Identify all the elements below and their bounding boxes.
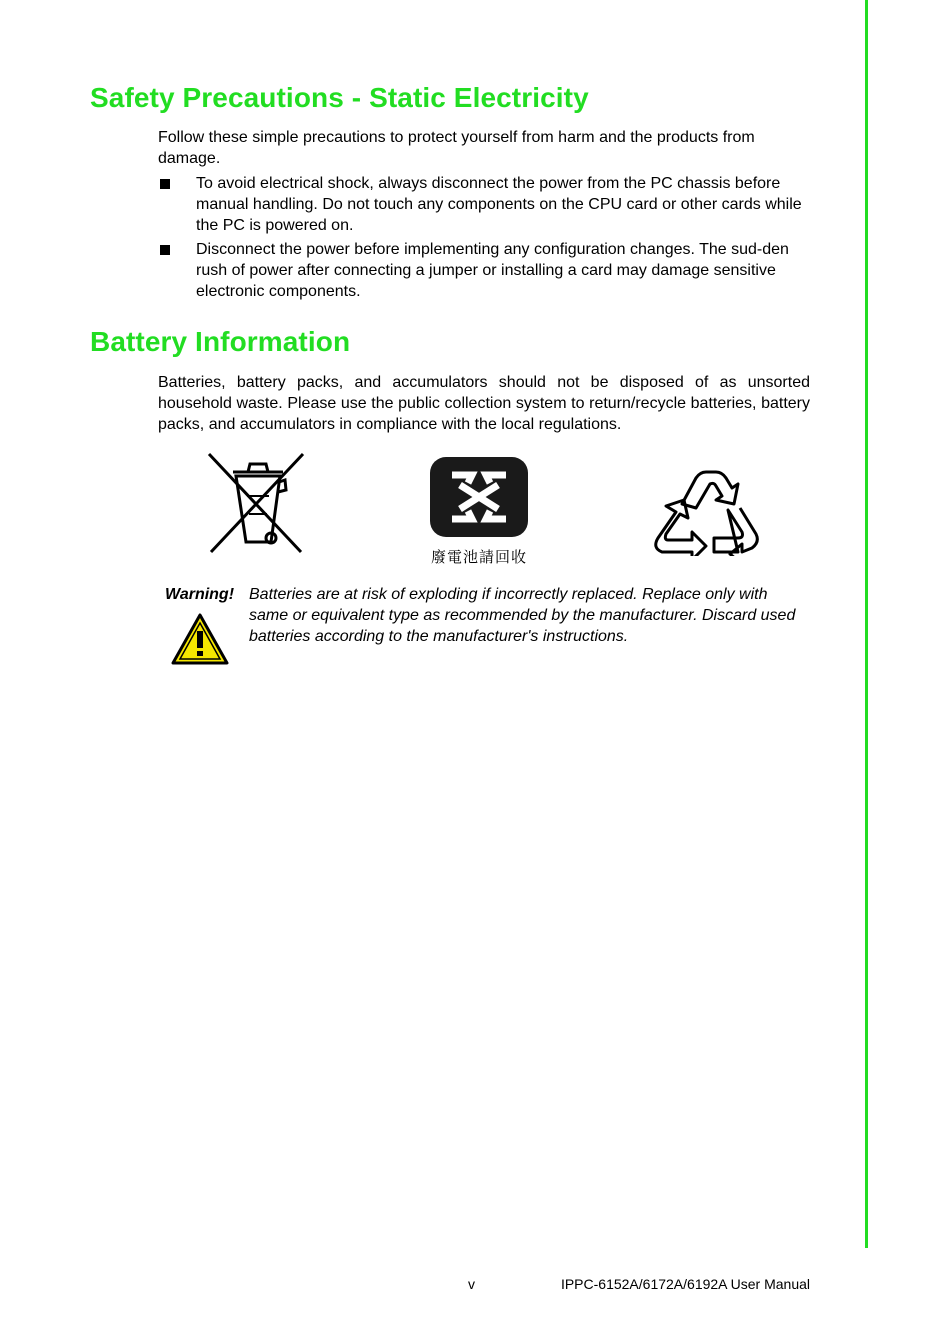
safety-bullet-item <box>158 240 810 302</box>
taiwan-recycle-caption: 廢電池請回收 <box>430 548 527 566</box>
battery-section-title: Battery Information <box>90 326 351 357</box>
footer-page-number: v <box>468 1276 475 1292</box>
safety-section-title: Safety Precautions - Static Electricity <box>90 82 589 113</box>
recycle-arrows-icon <box>646 468 766 556</box>
safety-bullet-item <box>158 174 810 236</box>
safety-bullet-text: Disconnect the power before implementing any configuration changes. The sud-den rush of power after connecting a jumper or installing a card may damage sensitive electronic components. <box>196 241 789 300</box>
safety-intro: Follow these simple precautions to protect yourself from harm and the products from damage. <box>158 129 755 167</box>
battery-paragraph: Batteries, battery packs, and accumulators should not be disposed of as unsorted household waste. Please use the public collection system to return/recycle batteries, battery packs, and accumulators in compliance with the local regulations. <box>158 374 810 433</box>
warning-text: Batteries are at risk of exploding if incorrectly replaced. Replace only with same or equivalent type as recommended by the manufacturer. Discard used batteries according to the manufacturer's instructions. <box>249 586 796 645</box>
warning-label: Warning! <box>165 586 235 603</box>
footer-manual-title: IPPC-6152A/6172A/6192A User Manual <box>560 1276 810 1292</box>
crossed-out-wheelie-bin-icon <box>203 450 309 558</box>
safety-bullet-text: To avoid electrical shock, always disconnect the power from the PC chassis before manual handling. Do not touch any components on the CPU card or other cards while the PC is powered on. <box>196 175 802 234</box>
green-margin-rule <box>865 0 868 1248</box>
taiwan-recycle-icon <box>416 455 542 566</box>
square-bullet-icon <box>160 179 170 189</box>
warning-triangle-icon <box>171 613 229 665</box>
square-bullet-icon <box>160 245 170 255</box>
safety-bullet-list <box>158 174 810 307</box>
